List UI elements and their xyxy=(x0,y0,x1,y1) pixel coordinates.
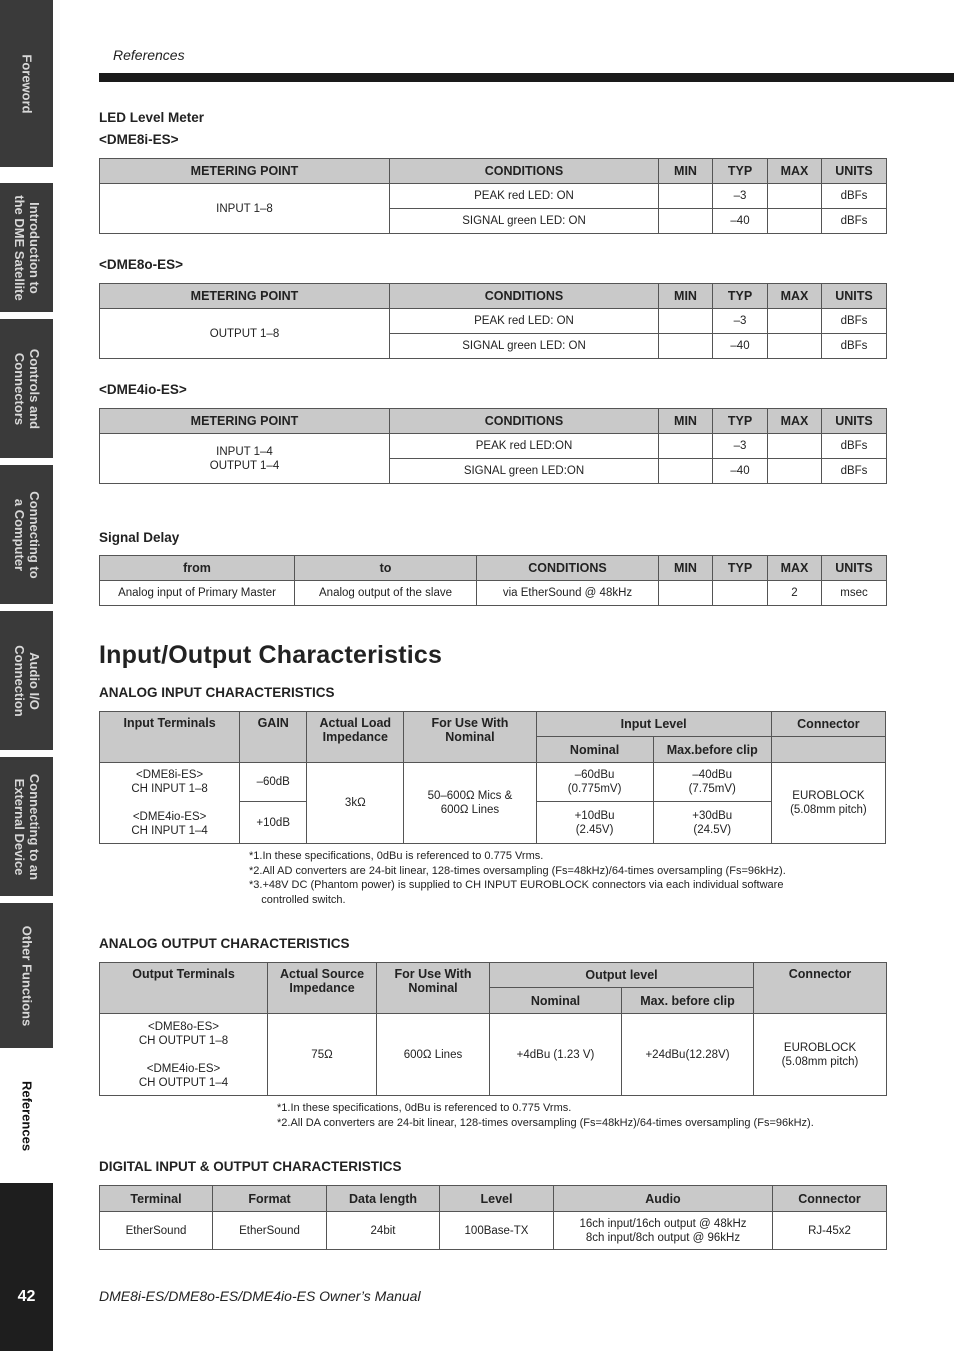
tab-label: Connecting to an External Device xyxy=(11,773,42,880)
header-cell: CONDITIONS xyxy=(477,556,659,581)
connector-cell: RJ-45x2 xyxy=(773,1212,887,1250)
led-table-dme8i xyxy=(99,158,887,234)
connector-cell xyxy=(754,1014,887,1096)
min-cell xyxy=(659,434,713,459)
footnote: *1.In these specifications, 0dBu is referenced to 0.775 Vrms. xyxy=(249,850,544,862)
section-header: References xyxy=(113,47,185,63)
footnote: *2.All DA converters are 24-bit linear, 128-times oversampling (Fs=48kHz)/64-times oversampling (Fs=96kHz). xyxy=(277,1116,814,1129)
tab-label: Audio I/O Connection xyxy=(11,644,42,717)
max-cell xyxy=(653,763,771,802)
max-cell: 2 xyxy=(768,581,822,606)
max-cell xyxy=(768,309,822,334)
units-cell: dBFs xyxy=(822,184,887,209)
header-cell: MAX xyxy=(768,159,822,184)
value-line: (0.775mV) xyxy=(567,783,622,795)
header-cell xyxy=(307,712,404,763)
led-meter-heading: LED Level Meter xyxy=(99,110,205,125)
led-table-dme4io xyxy=(99,408,887,484)
header-cell: CONDITIONS xyxy=(390,159,659,184)
header-cell: Terminal xyxy=(100,1186,213,1212)
gain-cell: –60dB xyxy=(240,763,307,802)
table-row xyxy=(100,1014,887,1096)
condition-cell: SIGNAL green LED: ON xyxy=(390,334,659,359)
connector-line: (5.08mm pitch) xyxy=(790,804,867,816)
tab-other-functions[interactable] xyxy=(0,903,53,1048)
led-table-dme8o xyxy=(99,283,887,359)
header-cell: MIN xyxy=(659,284,713,309)
header-cell: Data length xyxy=(327,1186,440,1212)
header-cell: MAX xyxy=(768,284,822,309)
model-heading-dme8o: <DME8o-ES> xyxy=(99,257,184,272)
nominal-cell xyxy=(536,763,653,802)
table-row xyxy=(100,581,887,606)
tab-controls[interactable] xyxy=(0,319,53,458)
condition-cell: PEAK red LED: ON xyxy=(390,184,659,209)
table-header-row xyxy=(100,1186,887,1212)
header-cell: UNITS xyxy=(822,409,887,434)
header-cell: UNITS xyxy=(822,159,887,184)
header-cell: MAX xyxy=(768,556,822,581)
nominal-cell: +4dBu (1.23 V) xyxy=(490,1014,622,1096)
header-cell xyxy=(377,963,490,1014)
header-cell: MAX xyxy=(768,409,822,434)
units-cell: dBFs xyxy=(822,334,887,359)
header-cell: Input Level xyxy=(536,712,771,737)
header-cell: Nominal xyxy=(490,988,622,1014)
table-header-row xyxy=(100,712,886,737)
header-cell: METERING POINT xyxy=(100,284,390,309)
terminal-line xyxy=(103,796,236,810)
tab-label: Foreword xyxy=(19,53,34,114)
level-cell: 100Base-TX xyxy=(440,1212,554,1250)
header-line: Impedance xyxy=(289,981,355,995)
audio-cell xyxy=(554,1212,773,1250)
min-cell xyxy=(659,209,713,234)
table-row xyxy=(100,184,887,209)
terminal-line: <DME4io-ES> xyxy=(132,811,207,823)
header-cell xyxy=(771,737,885,763)
terminal-line: CH OUTPUT 1–8 xyxy=(138,1034,229,1047)
header-line: For Use With xyxy=(431,716,509,730)
header-cell: Max. before clip xyxy=(622,988,754,1014)
header-line: Actual Load xyxy=(319,716,392,730)
metering-point: OUTPUT 1–8 xyxy=(100,309,390,359)
audio-line: 8ch input/8ch output @ 96kHz xyxy=(585,1231,741,1244)
min-cell xyxy=(659,459,713,484)
header-line: Actual Source xyxy=(279,967,365,981)
analog-input-heading: ANALOG INPUT CHARACTERISTICS xyxy=(99,685,335,700)
tab-introduction[interactable] xyxy=(0,183,53,312)
header-cell: Input Terminals xyxy=(100,712,240,763)
page-number: 42 xyxy=(17,1288,36,1305)
gain-cell: +10dB xyxy=(240,802,307,844)
header-cell: METERING POINT xyxy=(100,159,390,184)
max-cell: +24dBu(12.28V) xyxy=(622,1014,754,1096)
signal-delay-heading: Signal Delay xyxy=(99,530,180,545)
header-line: Impedance xyxy=(322,730,388,744)
header-cell: Max.before clip xyxy=(653,737,771,763)
header-cell: Connector xyxy=(773,1186,887,1212)
header-line: Nominal xyxy=(445,730,495,744)
impedance-cell: 75Ω xyxy=(268,1014,377,1096)
header-cell: CONDITIONS xyxy=(390,409,659,434)
header-cell: MIN xyxy=(659,409,713,434)
header-rule xyxy=(99,73,954,82)
for-use-cell xyxy=(404,763,536,844)
condition-cell: PEAK red LED: ON xyxy=(390,309,659,334)
tab-references[interactable] xyxy=(0,1048,53,1183)
signal-delay-table xyxy=(99,555,887,606)
header-cell: MIN xyxy=(659,159,713,184)
data-length-cell: 24bit xyxy=(327,1212,440,1250)
audio-line: 16ch input/16ch output @ 48kHz xyxy=(579,1217,747,1230)
connector-line: EUROBLOCK xyxy=(792,790,865,802)
value-line: +30dBu xyxy=(692,809,733,822)
units-cell: msec xyxy=(822,581,887,606)
digital-io-heading: DIGITAL INPUT & OUTPUT CHARACTERISTICS xyxy=(99,1159,402,1174)
header-cell: TYP xyxy=(713,284,768,309)
header-cell: GAIN xyxy=(240,712,307,763)
connector-line: (5.08mm pitch) xyxy=(781,1055,859,1068)
header-cell: Nominal xyxy=(536,737,653,763)
header-cell: Output Terminals xyxy=(100,963,268,1014)
page-number-box xyxy=(0,1183,53,1351)
metering-point-line: OUTPUT 1–4 xyxy=(209,459,280,472)
header-line: For Use With xyxy=(394,967,472,981)
header-cell: UNITS xyxy=(822,284,887,309)
tab-audio-io[interactable] xyxy=(0,611,53,750)
analog-input-notes xyxy=(249,849,786,907)
table-row xyxy=(100,763,886,802)
connector-cell xyxy=(771,763,885,844)
impedance-cell: 3kΩ xyxy=(307,763,404,844)
tab-label: Other Functions xyxy=(19,925,34,1026)
max-cell xyxy=(768,459,822,484)
table-row xyxy=(100,434,887,459)
terminal-line: <DME8o-ES> xyxy=(148,1020,219,1033)
connector-line: EUROBLOCK xyxy=(783,1041,857,1054)
for-use-cell: 600Ω Lines xyxy=(377,1014,490,1096)
terminal-line: <DME4io-ES> xyxy=(146,1062,221,1075)
header-cell: TYP xyxy=(713,159,768,184)
footnote: *3.+48V DC (Phantom power) is supplied to CH INPUT EUROBLOCK connectors via each individual software xyxy=(249,879,784,891)
table-header-row xyxy=(100,963,887,988)
header-cell: Format xyxy=(213,1186,327,1212)
table-header-row xyxy=(100,284,887,309)
header-cell: TYP xyxy=(713,556,768,581)
units-cell: dBFs xyxy=(822,309,887,334)
header-cell: to xyxy=(295,556,477,581)
terminal-line: CH INPUT 1–8 xyxy=(131,783,208,795)
digital-io-table xyxy=(99,1185,887,1250)
header-cell: Connector xyxy=(754,963,887,1014)
to-cell: Analog output of the slave xyxy=(295,581,477,606)
tab-external-device[interactable] xyxy=(0,757,53,896)
header-cell: TYP xyxy=(713,409,768,434)
header-cell: UNITS xyxy=(822,556,887,581)
condition-cell: via EtherSound @ 48kHz xyxy=(477,581,659,606)
value-line: –60dBu xyxy=(574,769,615,781)
header-cell: Connector xyxy=(771,712,885,737)
table-header-row xyxy=(100,159,887,184)
analog-output-notes xyxy=(277,1101,814,1130)
units-cell: dBFs xyxy=(822,459,887,484)
header-line: Nominal xyxy=(408,981,458,995)
typ-cell: –40 xyxy=(713,459,768,484)
condition-cell: SIGNAL green LED: ON xyxy=(390,209,659,234)
max-cell xyxy=(768,209,822,234)
value-line: +10dBu xyxy=(574,809,615,822)
tab-label: Controls and Connectors xyxy=(11,348,42,429)
nominal-cell xyxy=(536,802,653,844)
chapter-sidebar xyxy=(0,0,53,1351)
model-heading-dme4io: <DME4io-ES> xyxy=(99,382,187,397)
header-cell: MIN xyxy=(659,556,713,581)
units-cell: dBFs xyxy=(822,209,887,234)
metering-point-line: INPUT 1–4 xyxy=(216,445,273,458)
table-row xyxy=(100,1212,887,1250)
header-cell: CONDITIONS xyxy=(390,284,659,309)
metering-point xyxy=(100,434,390,484)
tab-label: Connecting to a Computer xyxy=(11,490,42,579)
typ-cell: –40 xyxy=(713,334,768,359)
units-cell: dBFs xyxy=(822,434,887,459)
format-cell: EtherSound xyxy=(213,1212,327,1250)
typ-cell: –3 xyxy=(713,309,768,334)
manual-footer: DME8i-ES/DME8o-ES/DME4io-ES Owner’s Manual xyxy=(99,1288,421,1304)
max-cell xyxy=(768,334,822,359)
max-cell xyxy=(653,802,771,844)
terminal-line: CH INPUT 1–4 xyxy=(131,825,208,837)
value-line: (2.45V) xyxy=(575,823,614,836)
for-use-line: 600Ω Lines xyxy=(440,804,500,816)
model-heading-dme8i: <DME8i-ES> xyxy=(99,132,179,147)
condition-cell: SIGNAL green LED:ON xyxy=(390,459,659,484)
metering-point: INPUT 1–8 xyxy=(100,184,390,234)
header-cell: Output level xyxy=(490,963,754,988)
table-header-row xyxy=(100,556,887,581)
typ-cell xyxy=(713,581,768,606)
terminal-line: CH OUTPUT 1–4 xyxy=(138,1076,229,1089)
max-cell xyxy=(768,184,822,209)
max-cell xyxy=(768,434,822,459)
tab-label: References xyxy=(19,1080,34,1151)
header-cell: from xyxy=(100,556,295,581)
condition-cell: PEAK red LED:ON xyxy=(390,434,659,459)
tab-foreword[interactable] xyxy=(0,0,53,167)
tab-computer[interactable] xyxy=(0,465,53,604)
footnote: *1.In these specifications, 0dBu is referenced to 0.775 Vrms. xyxy=(277,1102,572,1114)
typ-cell: –3 xyxy=(713,184,768,209)
typ-cell: –3 xyxy=(713,434,768,459)
min-cell xyxy=(659,184,713,209)
table-row xyxy=(100,309,887,334)
terminal-line: <DME8i-ES> xyxy=(136,769,204,781)
analog-output-heading: ANALOG OUTPUT CHARACTERISTICS xyxy=(99,936,350,951)
typ-cell: –40 xyxy=(713,209,768,234)
min-cell xyxy=(659,309,713,334)
value-line: (24.5V) xyxy=(693,823,732,836)
terminal-line xyxy=(103,1048,264,1062)
header-cell: METERING POINT xyxy=(100,409,390,434)
min-cell xyxy=(659,334,713,359)
terminal-cell: EtherSound xyxy=(100,1212,213,1250)
value-line: –40dBu xyxy=(692,769,733,781)
for-use-line: 50–600Ω Mics & xyxy=(427,790,513,802)
header-cell xyxy=(268,963,377,1014)
header-cell xyxy=(404,712,536,763)
analog-input-table xyxy=(99,711,886,844)
table-header-row xyxy=(100,409,887,434)
value-line: (7.75mV) xyxy=(688,783,736,795)
footnote: *2.All AD converters are 24-bit linear, 128-times oversampling (Fs=48kHz)/64-times oversampling (Fs=96kHz). xyxy=(249,864,786,877)
terminals-cell xyxy=(100,1014,268,1096)
tab-label: Introduction to the DME Satellite xyxy=(11,194,42,301)
footnote: controlled switch. xyxy=(249,893,346,906)
from-cell: Analog input of Primary Master xyxy=(100,581,295,606)
header-cell: Audio xyxy=(554,1186,773,1212)
header-cell: Level xyxy=(440,1186,554,1212)
io-characteristics-title: Input/Output Characteristics xyxy=(99,641,443,669)
analog-output-table xyxy=(99,962,887,1096)
min-cell xyxy=(659,581,713,606)
terminals-cell xyxy=(100,763,240,844)
